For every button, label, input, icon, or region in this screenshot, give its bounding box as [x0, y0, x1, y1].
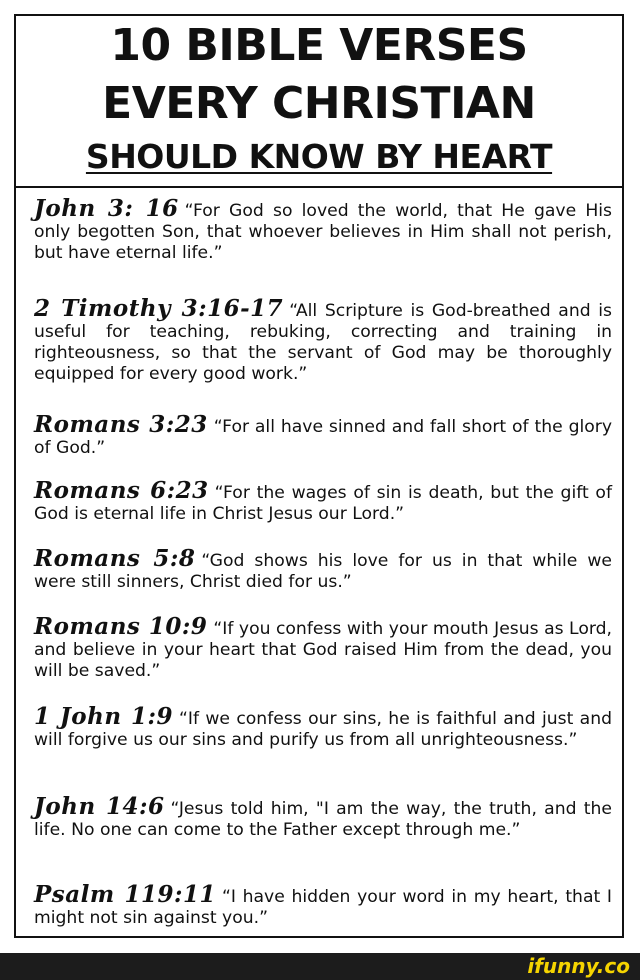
verse-reference: Romans 3:23 [34, 411, 208, 438]
poster-header [16, 16, 622, 188]
verse-item [34, 881, 612, 929]
verse-text: “For God so loved the world, that He gave His only begotten Son, that whoever believes in Him shall not perish, but have eternal life.” [34, 201, 612, 263]
verse-text: “Jesus told him, "I am the way, the truth, and the life. No one can come to the Father except through me.” [34, 799, 612, 840]
title-line-2: EVERY CHRISTIAN [102, 78, 536, 129]
verse-item [34, 703, 613, 751]
verse-text: “God shows his love for us in that while we were still sinners, Christ died for us.” [34, 551, 612, 592]
verse-reference: Romans 10:9 [34, 613, 208, 640]
verse-item [34, 295, 612, 385]
title-line-1: 10 BIBLE VERSES [110, 20, 528, 71]
verse-text: “All Scripture is God-breathed and is useful for teaching, rebuking, correcting and training in righteousness, so that the servant of God may be thoroughly equipped for every good work.” [34, 301, 612, 384]
verse-item [34, 477, 613, 525]
verse-text: “If we confess our sins, he is faithful and just and will forgive us our sins and purify us from all unrighteousness.” [34, 709, 613, 750]
verse-reference: Psalm 119:11 [34, 881, 216, 908]
verse-item [34, 411, 613, 459]
verse-reference: John 14:6 [34, 793, 165, 820]
verse-reference: Romans 6:23 [34, 477, 209, 504]
verse-reference: John 3: 16 [34, 195, 179, 222]
title-line-3: SHOULD KNOW BY HEART [85, 137, 553, 176]
watermark-bar [0, 953, 640, 980]
verse-reference: Romans 5:8 [34, 545, 196, 572]
verse-reference: 2 Timothy 3:16-17 [34, 295, 284, 322]
verse-item [34, 793, 612, 841]
verse-item [34, 545, 612, 593]
site-watermark: ifunny.co [527, 954, 630, 978]
verse-item [34, 195, 612, 264]
verse-text: “I have hidden your word in my heart, that I might not sin against you.” [34, 887, 612, 928]
verse-text: “For the wages of sin is death, but the gift of God is eternal life in Christ Jesus our Lord.” [34, 483, 613, 524]
verse-text: “For all have sinned and fall short of the glory of God.” [34, 417, 613, 458]
verse-item [34, 613, 612, 682]
poster-frame [14, 14, 624, 938]
verse-text: “If you confess with your mouth Jesus as Lord, and believe in your heart that God raised Him from the dead, you will be saved.” [34, 619, 612, 681]
verse-reference: 1 John 1:9 [34, 703, 173, 730]
